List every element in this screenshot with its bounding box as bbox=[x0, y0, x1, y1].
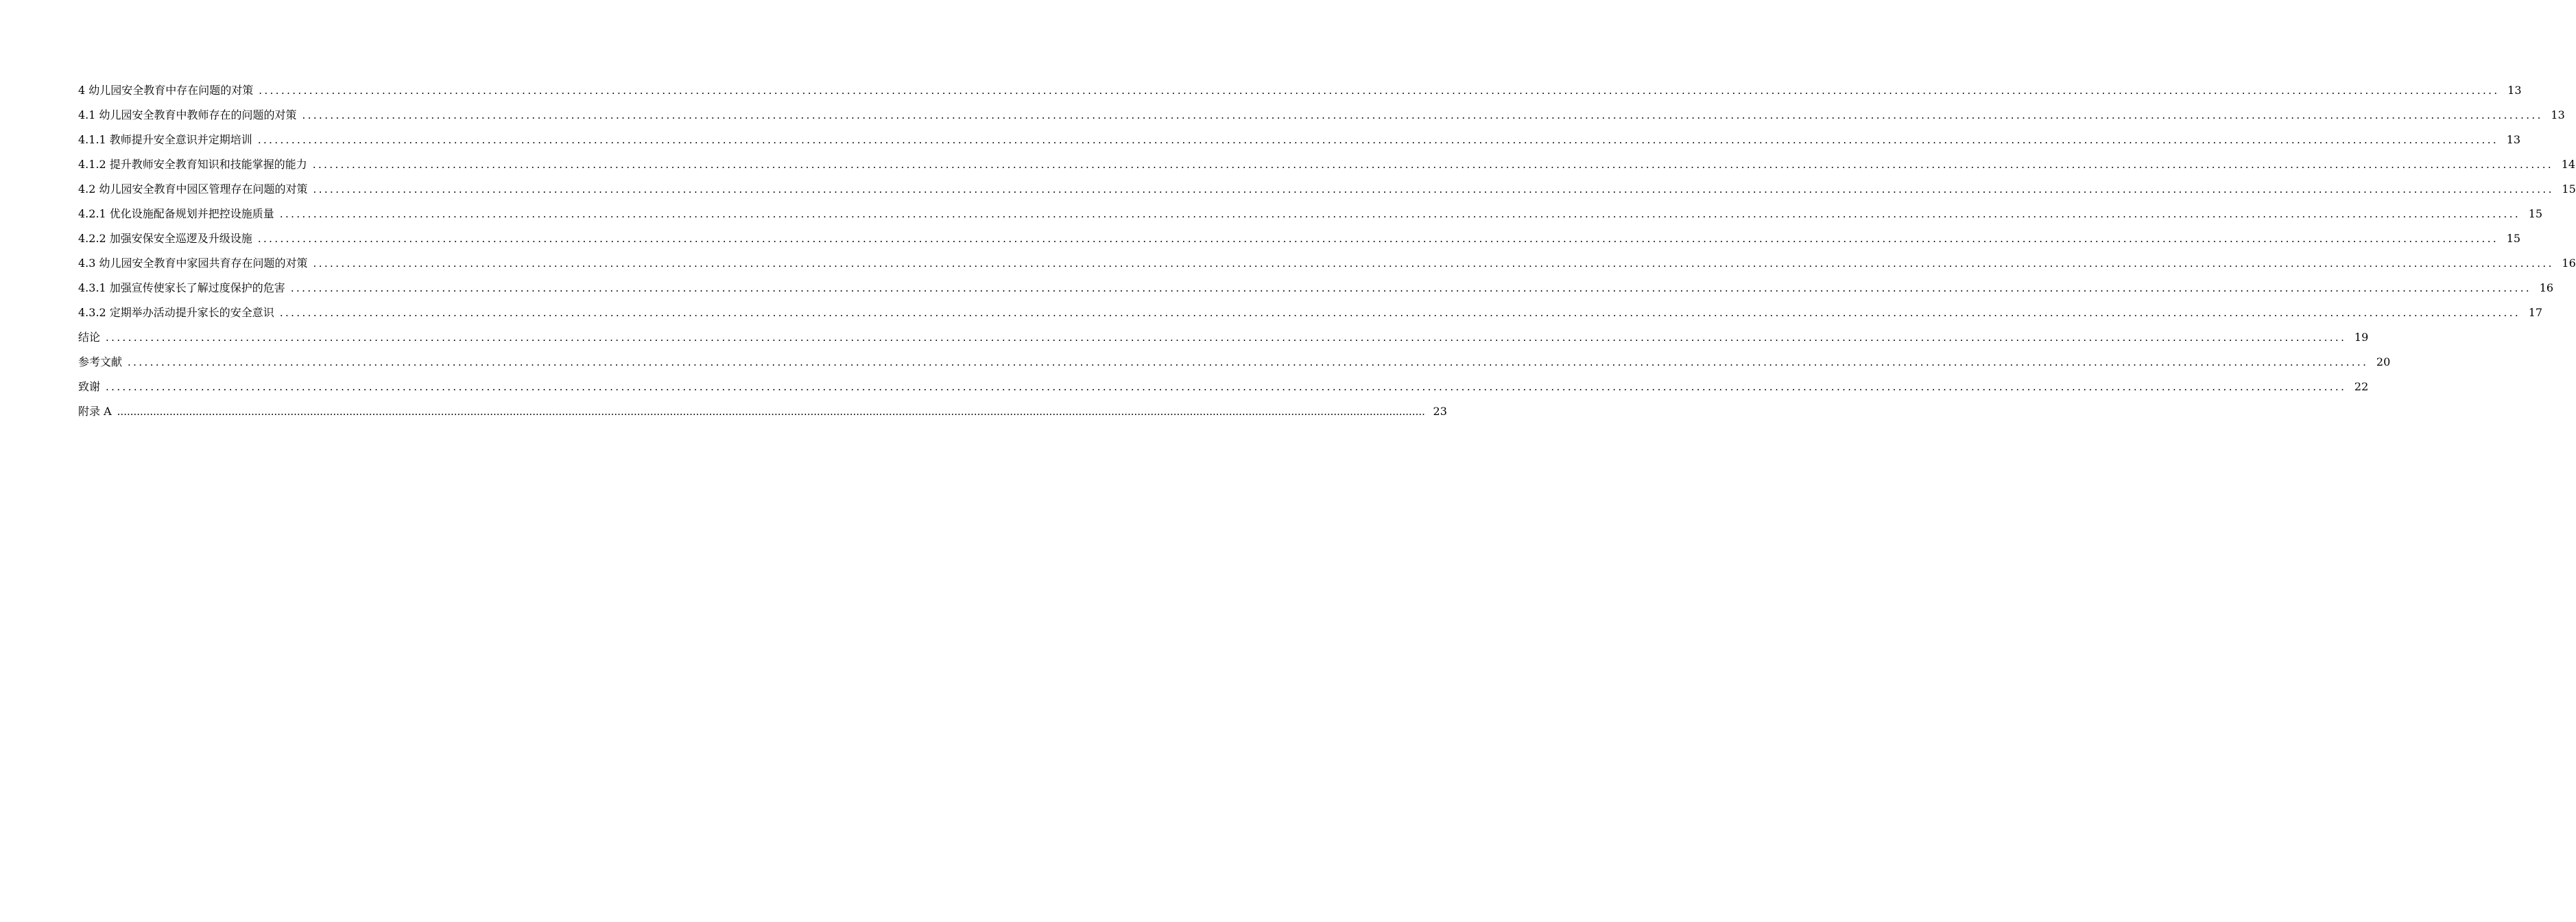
toc-entry-page: 15 bbox=[2528, 207, 2543, 220]
toc-entry-page: 13 bbox=[2551, 108, 2565, 121]
toc-entry-page: 17 bbox=[2528, 306, 2543, 319]
toc-entry[interactable] bbox=[78, 152, 2576, 177]
toc-entry-page: 23 bbox=[1433, 405, 1447, 418]
toc-dot-leader: ................................................................................................................................................................................................................................................................................................................................................................................................................ bbox=[128, 356, 2369, 368]
toc-entry-page: 15 bbox=[2506, 232, 2521, 245]
toc-entry[interactable] bbox=[78, 251, 2576, 276]
toc-entry-page: 13 bbox=[2506, 133, 2521, 146]
toc-entry[interactable] bbox=[78, 350, 2391, 375]
toc-entry-title: 4.2 幼儿园安全教育中园区管理存在问题的对策 bbox=[78, 182, 308, 196]
toc-dot-leader: ................................................................................................................................................................................................................................................................................................................................................................................................................ bbox=[117, 405, 1425, 418]
toc-dot-leader: ................................................................................................................................................................................................................................................................................................................................................................................................................ bbox=[257, 134, 2499, 146]
toc-entry[interactable] bbox=[78, 177, 2576, 202]
toc-entry[interactable] bbox=[78, 399, 1447, 424]
toc-entry-title: 4.2.2 加强安保安全巡逻及升级设施 bbox=[78, 232, 252, 245]
toc-entry-title: 4 幼儿园安全教育中存在问题的对策 bbox=[78, 84, 254, 97]
toc-dot-leader: ................................................................................................................................................................................................................................................................................................................................................................................................................ bbox=[106, 381, 2347, 393]
toc-entry[interactable] bbox=[78, 202, 2543, 226]
toc-dot-leader: ................................................................................................................................................................................................................................................................................................................................................................................................................ bbox=[312, 158, 2554, 171]
toc-entry[interactable] bbox=[78, 103, 2565, 128]
toc-entry-title: 4.2.1 优化设施配备规划并把控设施质量 bbox=[78, 207, 274, 220]
toc-dot-leader: ................................................................................................................................................................................................................................................................................................................................................................................................................ bbox=[313, 257, 2554, 270]
toc-dot-leader: ................................................................................................................................................................................................................................................................................................................................................................................................................ bbox=[290, 282, 2532, 294]
toc-entry[interactable] bbox=[78, 375, 2369, 399]
toc-entry-title: 附录 A bbox=[78, 405, 112, 418]
toc-entry-title: 参考文献 bbox=[78, 355, 123, 368]
toc-entry-page: 13 bbox=[2507, 84, 2522, 97]
toc-entry[interactable] bbox=[78, 128, 2521, 152]
toc-entry[interactable] bbox=[78, 276, 2554, 300]
toc-entry-title: 4.1.1 教师提升安全意识并定期培训 bbox=[78, 133, 252, 146]
toc-entry[interactable] bbox=[78, 325, 2369, 350]
toc-dot-leader: ................................................................................................................................................................................................................................................................................................................................................................................................................ bbox=[302, 109, 2543, 121]
toc-entry-title: 结论 bbox=[78, 331, 101, 344]
toc-entry-title: 4.3 幼儿园安全教育中家园共育存在问题的对策 bbox=[78, 257, 308, 270]
toc-entry[interactable] bbox=[78, 300, 2543, 325]
table-of-contents bbox=[78, 78, 2576, 424]
toc-entry-title: 4.3.2 定期举办活动提升家长的安全意识 bbox=[78, 306, 274, 319]
toc-entry-title: 4.1.2 提升教师安全教育知识和技能掌握的能力 bbox=[78, 158, 307, 171]
toc-dot-leader: ................................................................................................................................................................................................................................................................................................................................................................................................................ bbox=[259, 84, 2500, 97]
toc-dot-leader: ................................................................................................................................................................................................................................................................................................................................................................................................................ bbox=[257, 233, 2499, 245]
toc-entry-page: 16 bbox=[2539, 281, 2554, 294]
toc-entry-title: 4.1 幼儿园安全教育中教师存在的问题的对策 bbox=[78, 108, 297, 121]
toc-entry[interactable] bbox=[78, 78, 2522, 103]
toc-dot-leader: ................................................................................................................................................................................................................................................................................................................................................................................................................ bbox=[279, 208, 2521, 220]
toc-entry-title: 致谢 bbox=[78, 380, 101, 393]
toc-entry-title: 4.3.1 加强宣传使家长了解过度保护的危害 bbox=[78, 281, 285, 294]
toc-entry-page: 19 bbox=[2354, 331, 2369, 344]
toc-dot-leader: ................................................................................................................................................................................................................................................................................................................................................................................................................ bbox=[106, 331, 2347, 344]
toc-entry-page: 20 bbox=[2376, 355, 2391, 368]
toc-dot-leader: ................................................................................................................................................................................................................................................................................................................................................................................................................ bbox=[313, 183, 2554, 196]
toc-entry[interactable] bbox=[78, 226, 2521, 251]
toc-entry-page: 14 bbox=[2561, 158, 2576, 171]
toc-dot-leader: ................................................................................................................................................................................................................................................................................................................................................................................................................ bbox=[279, 307, 2521, 319]
toc-entry-page: 16 bbox=[2562, 257, 2576, 270]
toc-entry-page: 22 bbox=[2354, 380, 2369, 393]
toc-entry-page: 15 bbox=[2562, 182, 2576, 196]
